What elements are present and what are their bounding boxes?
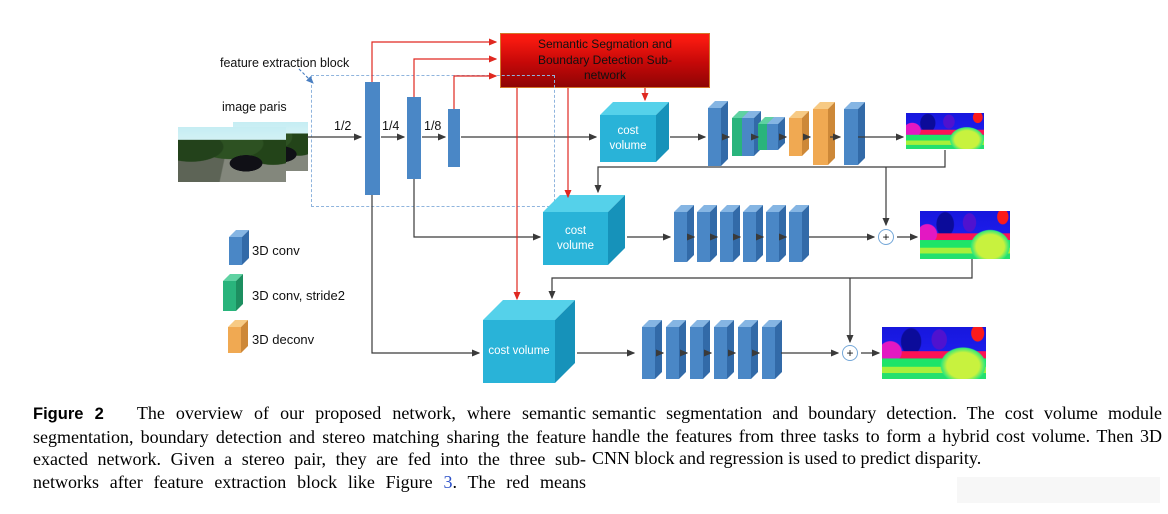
conv3d-slab (766, 212, 779, 262)
conv3d-slab (743, 212, 756, 262)
cost-volume-label: cost volume (600, 115, 656, 162)
scale-label-quarter: 1/4 (382, 119, 400, 133)
add-node (842, 345, 858, 361)
legend-swatch-stride2 (223, 281, 236, 311)
conv3d-slab (697, 212, 710, 262)
conv3d-stride2-slab (732, 118, 742, 156)
conv3d-slab (844, 109, 858, 165)
caption-text: . The red means (452, 471, 586, 492)
legend-label-conv3d: 3D conv (252, 243, 300, 258)
image-pair-label: image paris (222, 100, 287, 114)
caption-text: The overview of our proposed network, where semantic segmentation, boundary detection and stereo matching sharing the feature exacted network. Given a stereo pair, they are fed into the three sub-networks after feature extraction block like Figure (33, 403, 586, 492)
legend-swatch-conv3d (229, 237, 242, 265)
add-node (878, 229, 894, 245)
figure-caption-left (33, 402, 586, 493)
conv3d-slab (690, 327, 703, 379)
conv3d-slab (738, 327, 751, 379)
conv3d-slab (720, 212, 733, 262)
scale-label-half: 1/2 (334, 119, 352, 133)
disparity-map-2 (920, 211, 1010, 259)
feature-bar-eighth (448, 109, 460, 167)
conv3d-slab (714, 327, 727, 379)
stereo-image-left (178, 127, 286, 182)
feature-extraction-block (311, 75, 555, 207)
caption-text: semantic segmentation and boundary detection. The cost volume module handle the features from three tasks to form a hybrid cost volume. Then 3D CNN block and regression is used to predict disparity. (592, 403, 1162, 469)
feature-bar-quarter (407, 97, 421, 179)
page-artifact (957, 477, 1160, 503)
figure-3-link[interactable]: 3 (443, 471, 453, 492)
figure-number-label: Figure 2 (33, 405, 104, 423)
conv3d-slab (708, 108, 721, 166)
conv3d-slab (666, 327, 679, 379)
plus-icon: + (882, 230, 890, 244)
cost-volume-1 (600, 115, 656, 162)
conv3d-slab (767, 124, 778, 150)
cost-volume-label: cost volume (543, 212, 608, 265)
cost-volume-3 (483, 320, 555, 383)
feature-extraction-label: feature extraction block (220, 56, 350, 70)
conv3d-slab (642, 327, 655, 379)
figure-caption-right (592, 402, 1162, 470)
subnetwork-label: Semantic Segmation and Boundary Detection Sub-network (537, 37, 673, 83)
deconv3d-slab (813, 109, 828, 165)
conv3d-slab (789, 212, 802, 262)
plus-icon: + (846, 346, 854, 360)
disparity-map-1 (906, 113, 984, 149)
conv3d-slab (674, 212, 687, 262)
conv3d-slab (742, 118, 754, 156)
scale-label-eighth: 1/8 (424, 119, 442, 133)
legend-label-stride2: 3D conv, stride2 (252, 288, 345, 303)
feature-bar-half (365, 82, 380, 195)
deconv3d-slab (789, 118, 802, 156)
cost-volume-2 (543, 212, 608, 265)
legend-label-deconv3d: 3D deconv (252, 332, 315, 347)
conv3d-slab (762, 327, 775, 379)
cost-volume-label: cost volume (483, 320, 555, 383)
disparity-map-3 (882, 327, 986, 379)
conv3d-stride2-slab (758, 124, 767, 150)
legend-swatch-deconv3d (228, 327, 241, 353)
